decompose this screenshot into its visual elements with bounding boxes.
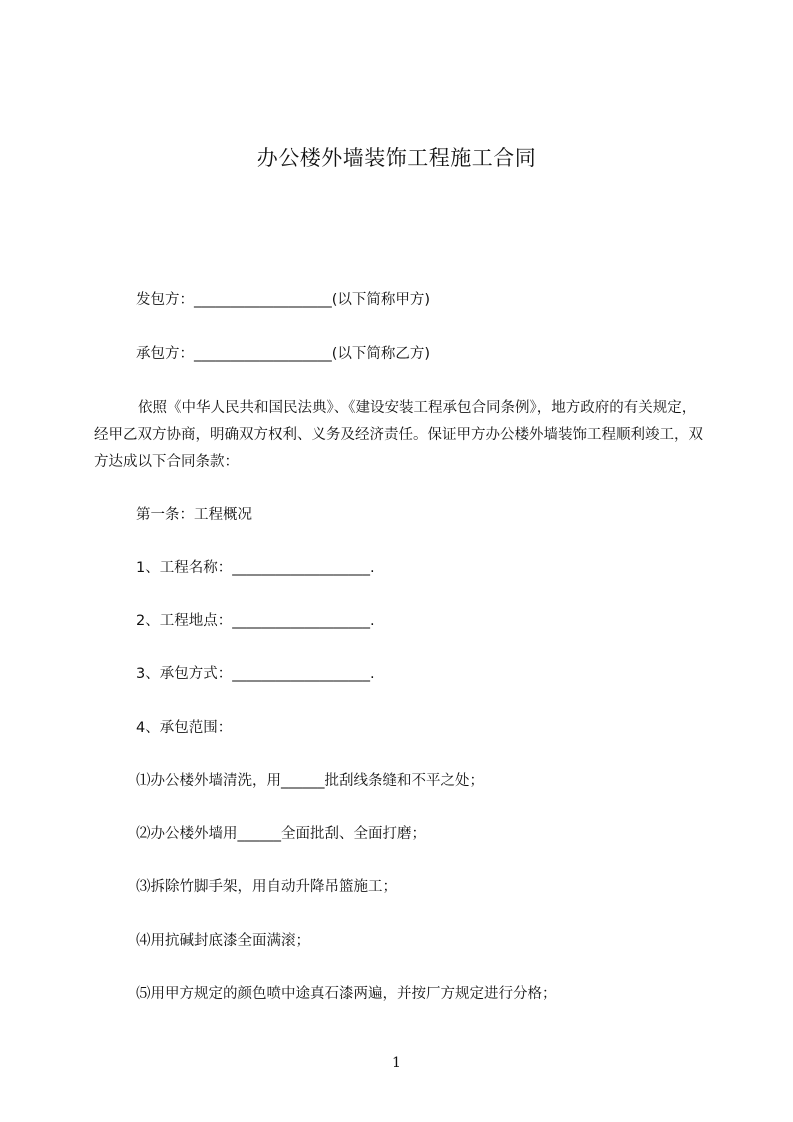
document-title: 办公楼外墙装饰工程施工合同 [256,146,537,170]
item-2-project-location: 2、工程地点：___________________. [136,613,375,629]
item-3-contract-method: 3、承包方式：___________________. [136,666,375,682]
scope-item-5: ⑸用甲方规定的颜色喷中途真石漆两遍，并按厂方规定进行分格； [136,986,557,1002]
preamble-text: 依照《中华人民共和国民法典》、《建设安装工程承包合同条例》，地方政府的有关规定，经甲乙双方协商，明确双方权利、义务及经济责任。保证甲方办公楼外墙装饰工程顺利竣工，双方达成以下合同条款： [94,400,703,470]
party-b-line: 承包方：___________________(以下简称乙方) [136,346,431,362]
scope-item-4: ⑷用抗碱封底漆全面满滚； [136,933,310,949]
party-a-line: 发包方：___________________(以下简称甲方) [136,292,431,308]
article-1-heading: 第一条：工程概况 [136,507,252,523]
item-1-project-name: 1、工程名称：___________________. [136,560,375,576]
scope-item-1: ⑴办公楼外墙清洗，用______批刮线条缝和不平之处； [136,773,484,789]
scope-item-2: ⑵办公楼外墙用______全面批刮、全面打磨； [136,826,426,842]
item-4-contract-scope: 4、承包范围： [136,720,233,736]
page-number: 1 [392,1055,401,1071]
scope-item-3: ⑶拆除竹脚手架，用自动升降吊篮施工； [136,879,397,895]
preamble-paragraph [94,395,704,476]
